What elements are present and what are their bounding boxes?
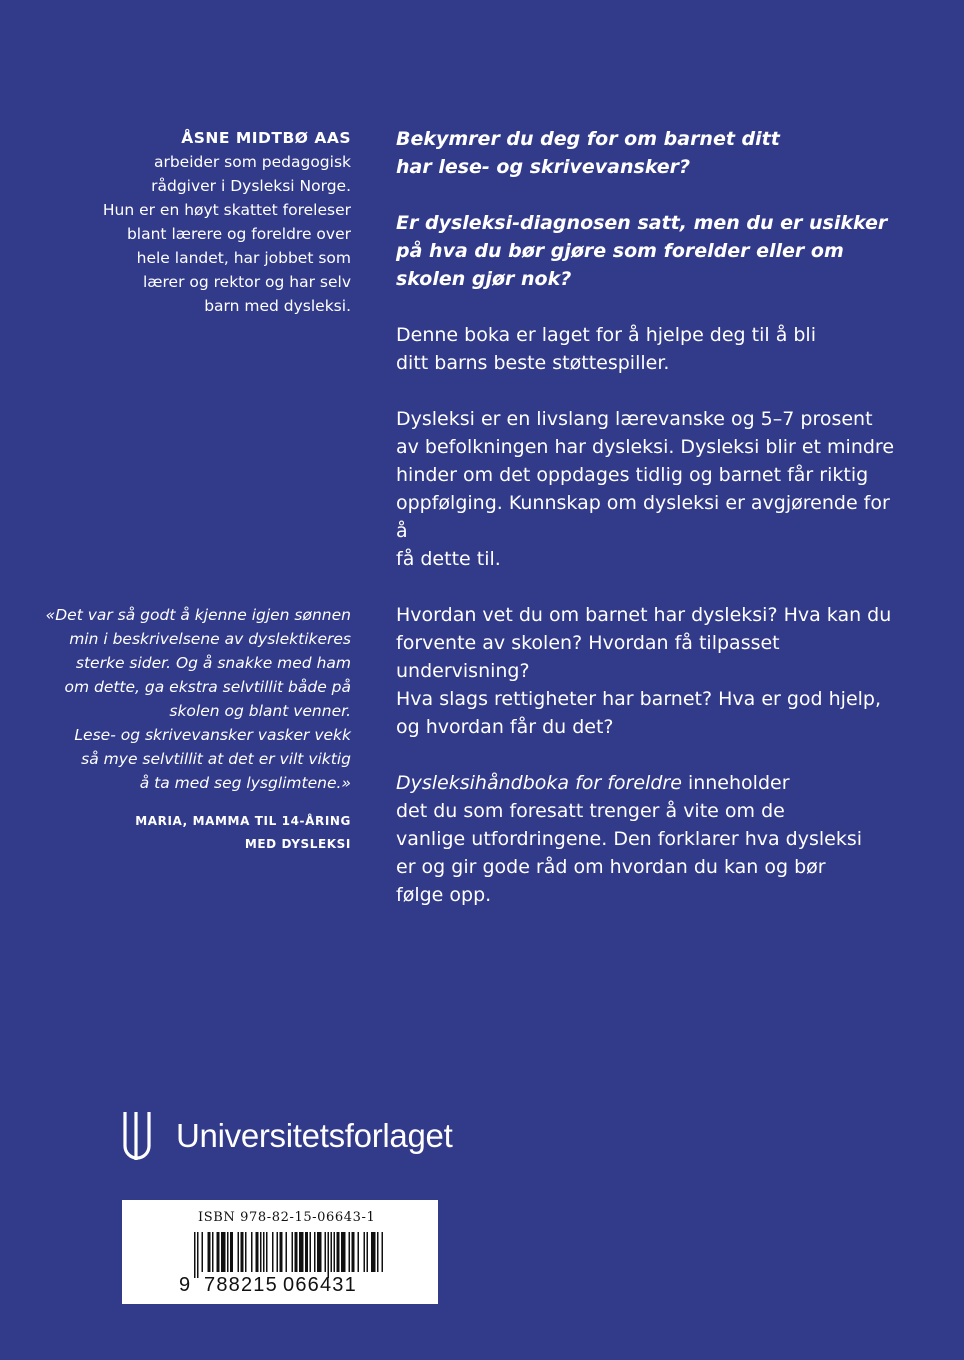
- author-bio-line: barn med dysleksi.: [204, 297, 351, 315]
- reader-quote: [40, 603, 351, 795]
- lead-line: Er dysleksi-diagnosen satt, men du er usikker: [396, 212, 888, 234]
- quote-line: Lese- og skrivevansker vasker vekk: [74, 726, 351, 744]
- text-line: Dysleksi er en livslang lærevanske og 5–7 prosent: [396, 408, 873, 430]
- quote-line: om dette, ga ekstra selvtillit både på: [64, 678, 351, 696]
- author-bio-line: arbeider som pedagogisk: [153, 153, 351, 171]
- text-line: oppfølging. Kunnskap om dysleksi er avgjørende for å: [396, 492, 890, 542]
- text-line: og hvordan får du det?: [396, 716, 614, 738]
- author-bio: [100, 126, 351, 318]
- text-line: vanlige utfordringene. Den forklarer hva dysleksi: [396, 828, 863, 850]
- text-line: forvente av skolen? Hvordan få tilpasset undervisning?: [396, 632, 780, 682]
- paragraph-facts: [396, 405, 896, 573]
- back-cover-blurb: [396, 125, 896, 937]
- barcode-digits-right: 066431: [283, 1274, 357, 1296]
- lead-line: har lese- og skrivevansker?: [396, 156, 691, 178]
- barcode-icon: [194, 1232, 384, 1278]
- text-line: Hvordan vet du om barnet har dysleksi? Hva kan du: [396, 604, 892, 626]
- text-line: er og gir gode råd om hvordan du kan og bør: [396, 856, 826, 878]
- lead-question-1: [396, 125, 896, 181]
- quote-line: å ta med seg lysglimtene.»: [139, 774, 351, 792]
- book-title: Dysleksihåndboka for foreldre: [396, 772, 682, 794]
- author-bio-line: Hun er en høyt skattet foreleser: [102, 201, 351, 219]
- paragraph-questions: [396, 601, 896, 741]
- text-line: følge opp.: [396, 884, 492, 906]
- lead-line: skolen gjør nok?: [396, 268, 572, 290]
- author-bio-line: lærer og rektor og har selv: [142, 273, 351, 291]
- quote-line: sterke sider. Og å snakke med ham: [75, 654, 351, 672]
- text-line: av befolkningen har dysleksi. Dysleksi blir et mindre: [396, 436, 895, 458]
- text-line: Denne boka er laget for å hjelpe deg til å bli: [396, 324, 816, 346]
- text-line: Hva slags rettigheter har barnet? Hva er god hjelp,: [396, 688, 882, 710]
- barcode-digit-first: 9: [179, 1274, 192, 1296]
- attribution-line: MARIA, MAMMA TIL 14-ÅRING: [135, 814, 351, 828]
- paragraph-purpose: [396, 321, 896, 377]
- isbn-label: ISBN 978-82-15-06643-1: [198, 1210, 376, 1225]
- text-line: hinder om det oppdages tidlig og barnet får riktig: [396, 464, 869, 486]
- text-line: ditt barns beste støttespiller.: [396, 352, 670, 374]
- quote-attribution: [100, 810, 351, 856]
- publisher-logo: [122, 1110, 452, 1162]
- quote-line: så mye selvtillit at det er vilt viktig: [81, 750, 351, 768]
- barcode-panel: [122, 1200, 438, 1304]
- author-bio-line: blant lærere og foreldre over: [126, 225, 351, 243]
- author-bio-line: rådgiver i Dysleksi Norge.: [151, 177, 351, 195]
- lead-question-2: [396, 209, 896, 293]
- quote-line: skolen og blant venner.: [169, 702, 351, 720]
- barcode-digits-left: 788215: [204, 1274, 278, 1296]
- paragraph-contents: [396, 769, 896, 909]
- publisher-name: Universitetsforlaget: [176, 1117, 453, 1154]
- author-bio-line: hele landet, har jobbet som: [136, 249, 351, 267]
- lead-line: Bekymrer du deg for om barnet ditt: [396, 128, 780, 150]
- text-line: inneholder: [681, 772, 790, 794]
- text-line: det du som foresatt trenger å vite om de: [396, 800, 785, 822]
- quote-line: «Det var så godt å kjenne igjen sønnen: [45, 606, 351, 624]
- text-line: få dette til.: [396, 548, 501, 570]
- u-logo-icon: [122, 1110, 152, 1162]
- lead-line: på hva du bør gjøre som forelder eller om: [396, 240, 844, 262]
- attribution-line: MED DYSLEKSI: [244, 837, 351, 851]
- author-name: ÅSNE MIDTBØ AAS: [181, 129, 351, 147]
- quote-line: min i beskrivelsene av dyslektikeres: [69, 630, 351, 648]
